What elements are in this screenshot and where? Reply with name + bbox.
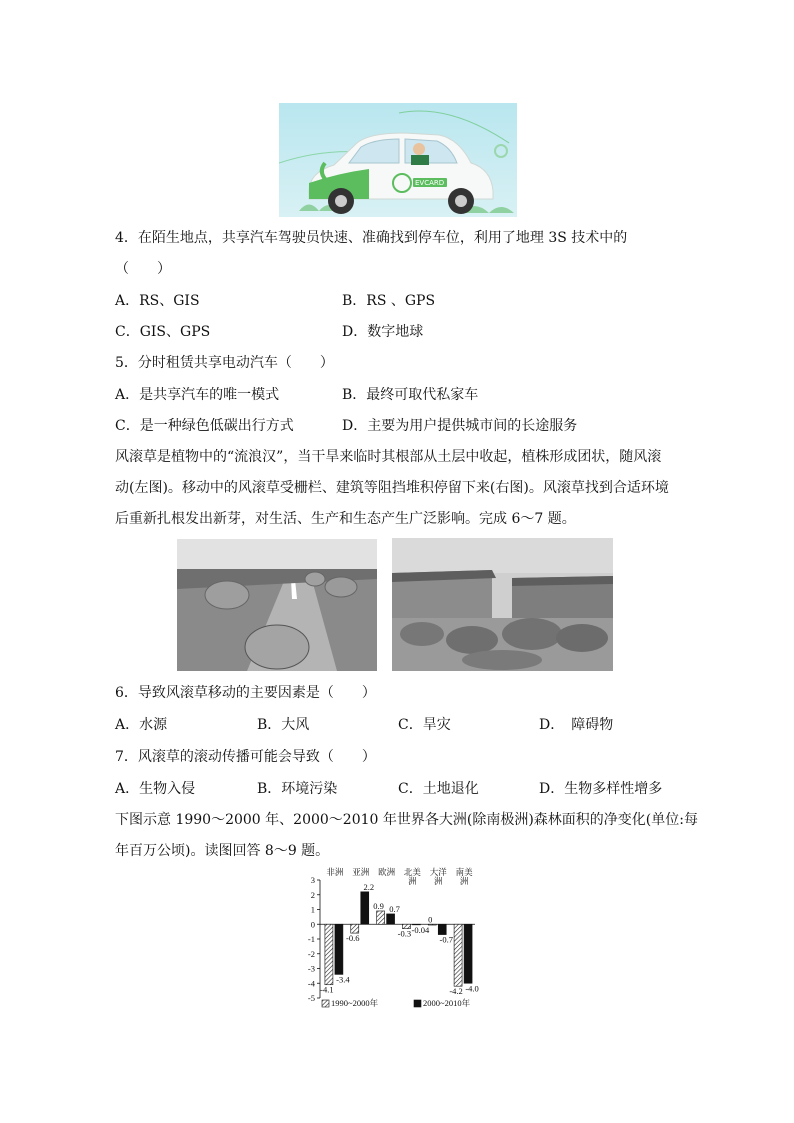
bar-2000-2010 (387, 914, 395, 924)
forest-change-chart (300, 866, 500, 1014)
passage2-line2: 年百万公顷)。读图回答 8～9 题。 (115, 843, 330, 859)
bar-2000-2010 (438, 924, 446, 934)
q6-option-c[interactable]: C．旱灾 (398, 717, 451, 733)
bar-1990-2000 (428, 924, 436, 925)
passage1-line1: 风滚草是植物中的“流浪汉”，当干旱来临时其根部从土层中收起，植株形成团状，随风滚 (115, 449, 662, 465)
data-label: -4.1 (320, 984, 334, 995)
data-label: -4.2 (449, 986, 463, 997)
legend-swatch (322, 1000, 329, 1007)
q4-option-b[interactable]: B．RS 、GPS (342, 293, 436, 309)
legend-swatch (414, 1000, 421, 1007)
passage2-line1: 下图示意 1990～2000 年、2000～2010 年世界各大洲(除南极洲)森林面积的净变化(单位:每 (115, 812, 698, 828)
q6-stem: 6．导致风滚草移动的主要因素是（ ） (115, 685, 376, 701)
tumbleweed-fence-photo (392, 538, 613, 671)
data-label: -4.0 (465, 983, 479, 994)
legend-label: 2000~2010年 (423, 998, 471, 1008)
data-label: 0.7 (389, 903, 400, 914)
category-label: 大洋 (429, 867, 447, 877)
data-label: 0.9 (373, 900, 384, 911)
q6-option-b[interactable]: B．大风 (257, 717, 310, 733)
q4-option-c[interactable]: C．GIS、GPS (115, 324, 211, 340)
forest-change-chart-svg (300, 866, 500, 1014)
category-label: 非洲 (326, 867, 344, 877)
q4-blank: （ ） (115, 261, 171, 277)
bar-1990-2000 (377, 911, 385, 924)
legend-label: 1990~2000年 (331, 998, 379, 1008)
bar-2000-2010 (335, 924, 343, 974)
q5-option-b[interactable]: B．最终可取代私家车 (342, 387, 479, 403)
y-tick-label: 1 (310, 904, 315, 915)
category-label: 南美 (455, 867, 473, 877)
passage1-line3: 后重新扎根发出新芽，对生活、生产和生态产生广泛影响。完成 6～7 题。 (115, 511, 576, 527)
category-label: 亚洲 (352, 867, 370, 877)
y-tick-label: -4 (307, 978, 315, 989)
passage1-line2: 动(左图)。移动中的风滚草受栅栏、建筑等阻挡堆积停留下来(右图)。风滚草找到合适环境 (115, 480, 669, 496)
category-label: 洲 (459, 876, 469, 886)
data-label: -0.7 (439, 934, 453, 945)
q7-option-a[interactable]: A．生物入侵 (115, 781, 196, 797)
q7-stem: 7．风滚草的滚动传播可能会导致（ ） (115, 749, 376, 765)
q5-option-d[interactable]: D．主要为用户提供城市间的长途服务 (342, 418, 578, 434)
tumbleweed-road-photo (177, 539, 377, 671)
q7-option-d[interactable]: D．生物多样性增多 (539, 781, 663, 797)
y-tick-label: 0 (310, 919, 315, 930)
category-label: 洲 (433, 876, 443, 886)
q4-option-a[interactable]: A．RS、GIS (115, 293, 200, 309)
data-label: -0.3 (397, 928, 412, 939)
category-label: 北美 (403, 867, 421, 877)
data-label: 2.2 (363, 881, 375, 892)
q6-option-a[interactable]: A．水源 (115, 717, 168, 733)
bar-1990-2000 (454, 924, 462, 986)
y-tick-label: -2 (307, 948, 315, 959)
q7-option-c[interactable]: C．土地退化 (398, 781, 479, 797)
q4-option-d[interactable]: D．数字地球 (342, 324, 424, 340)
y-tick-label: 2 (310, 889, 315, 900)
bar-2000-2010 (464, 924, 472, 983)
data-label: 0 (428, 914, 433, 925)
category-label: 欧洲 (378, 867, 396, 877)
data-label: -3.4 (336, 974, 350, 985)
q5-option-a[interactable]: A．是共享汽车的唯一模式 (115, 387, 280, 403)
q5-option-c[interactable]: C．是一种绿色低碳出行方式 (115, 418, 294, 434)
bar-1990-2000 (325, 924, 333, 984)
q7-option-b[interactable]: B．环境污染 (257, 781, 338, 797)
category-label: 洲 (408, 876, 417, 886)
y-tick-label: -1 (307, 934, 315, 944)
bar-2000-2010 (361, 892, 369, 924)
car-illustration (279, 103, 517, 217)
q5-stem: 5．分时租赁共享电动汽车（ ） (115, 355, 334, 371)
y-tick-label: -5 (307, 993, 315, 1003)
data-label: -0.6 (346, 933, 360, 944)
y-tick-label: 3 (310, 875, 315, 885)
y-tick-label: -3 (307, 963, 315, 974)
car-badge-text: EVCARD (415, 179, 445, 187)
data-label: -0.04 (411, 924, 430, 935)
q6-option-d[interactable]: D． 障碍物 (539, 717, 614, 733)
bar-1990-2000 (351, 924, 359, 933)
q4-stem: 4．在陌生地点，共享汽车驾驶员快速、准确找到停车位，利用了地理 3S 技术中的 (115, 230, 628, 246)
